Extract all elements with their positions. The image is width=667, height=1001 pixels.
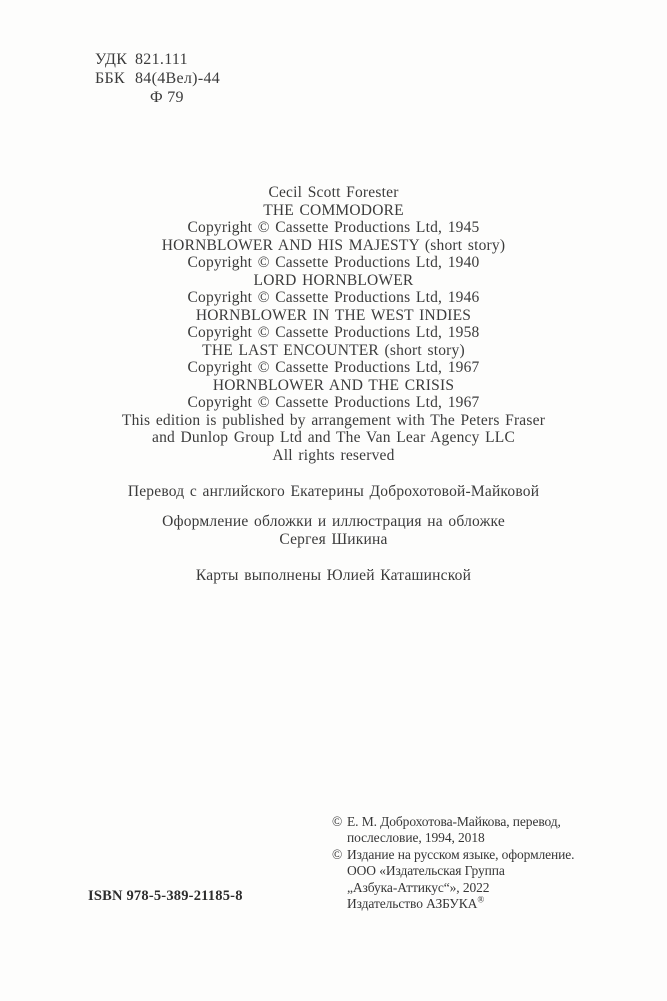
english-copyright-block [0,184,667,464]
bbk-line [95,69,220,88]
classification-block [95,50,220,107]
isbn: ISBN 978-5-389-21185-8 [88,888,243,904]
cover-design-credit [0,513,667,548]
udk-line [95,50,220,69]
russian-rights-column [332,814,592,912]
registered-trademark-mark: ® [477,894,485,905]
rights-entry-translation [332,814,592,847]
copyright-line: Copyright © Cassette Productions Ltd, 1946 [187,289,480,306]
udk-label: УДК [95,51,128,68]
rights-line: Е. М. Доброхотова-Майкова, перевод, [347,814,561,829]
copyright-line: Copyright © Cassette Productions Ltd, 1958 [187,324,480,341]
work-title: THE COMMODORE [263,201,404,219]
copyright-line: Copyright © Cassette Productions Ltd, 1940 [187,254,480,271]
rights-entry-edition [332,847,592,913]
rights-line: „Азбука-Аттикус“», 2022 [347,879,490,895]
copyright-line: Copyright © Cassette Productions Ltd, 1967 [187,394,480,411]
publisher-name: Издательство АЗБУКА [347,896,478,912]
arrangement-line: This edition is published by arrangement with The Peters Fraser [121,411,546,429]
rights-line: Издание на русском языке, оформление. [347,846,575,862]
work-title: LORD HORNBLOWER [253,271,414,289]
author-code: Ф 79 [150,89,184,106]
rights-line: послесловие, 1994, 2018 [347,830,485,846]
work-title: HORNBLOWER IN THE WEST INDIES [195,306,472,324]
copyright-line: Copyright © Cassette Productions Ltd, 1967 [187,359,480,376]
work-title: HORNBLOWER AND HIS MAJESTY (short story) [161,236,506,254]
rights-entry-text [347,847,592,913]
arrangement-line: and Dunlop Group Ltd and The Van Lear Agency LLC [151,429,516,446]
rights-reserved-line: All rights reserved [272,446,395,464]
work-title: THE LAST ENCOUNTER (short story) [202,341,465,359]
udk-value: 821.111 [135,51,188,68]
rights-line: ООО «Издательская Группа [347,863,505,879]
copyright-symbol: © [332,846,343,862]
work-title: HORNBLOWER AND THE CRISIS [212,376,455,394]
author-name: Cecil Scott Forester [268,184,399,201]
rights-entry-text [347,814,592,847]
cover-designer-name: Сергея Шикина [279,530,388,548]
publisher-line [347,896,592,912]
bbk-value: 84(4Вел)-44 [135,70,221,87]
maps-credit: Карты выполнены Юлией Каташинской [195,567,472,584]
translation-credit: Перевод с английского Екатерины Доброхотовой-Майковой [127,483,540,500]
copyright-line: Copyright © Cassette Productions Ltd, 1945 [187,219,480,236]
cover-design-credit-line: Оформление обложки и иллюстрация на обложке [162,513,505,530]
copyright-symbol: © [332,814,343,829]
bbk-label: ББК [95,70,125,87]
author-code-line [95,88,220,107]
